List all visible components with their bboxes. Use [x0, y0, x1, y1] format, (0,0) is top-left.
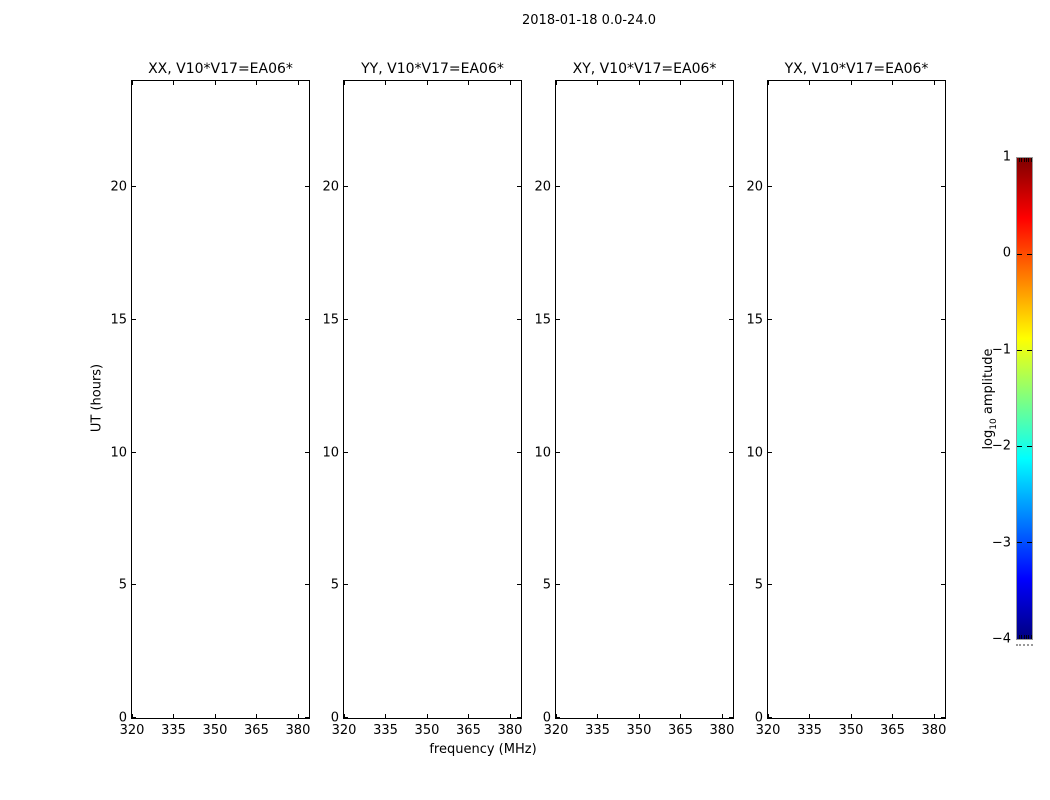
x-tick-mark	[344, 81, 345, 85]
x-tick-label: 320	[331, 723, 357, 738]
y-tick-mark	[768, 717, 772, 718]
x-tick-mark	[510, 81, 511, 85]
subplot-title-yy: YY, V10*V17=EA06*	[361, 61, 504, 77]
y-tick-mark	[941, 717, 945, 718]
x-tick-mark	[892, 81, 893, 85]
y-tick-mark	[305, 186, 309, 187]
y-tick-mark	[132, 186, 136, 187]
x-tick-mark	[639, 81, 640, 85]
x-tick-mark	[680, 714, 681, 718]
x-tick-mark	[892, 714, 893, 718]
x-tick-mark	[851, 714, 852, 718]
x-tick-mark	[468, 81, 469, 85]
colorbar-end-dots	[1016, 644, 1033, 646]
y-tick-label: 20	[110, 179, 127, 195]
colorbar-tick-label: −3	[991, 535, 1011, 551]
colorbar-end-dash	[1024, 158, 1025, 162]
y-tick-label: 15	[746, 312, 763, 328]
colorbar-tick-mark	[1027, 542, 1032, 543]
y-tick-mark	[941, 319, 945, 320]
y-tick-label: 0	[118, 710, 127, 726]
y-tick-mark	[132, 584, 136, 585]
y-tick-mark	[132, 452, 136, 453]
x-tick-label: 350	[626, 723, 652, 738]
colorbar-label-suffix: amplitude	[981, 348, 997, 419]
y-tick-label: 5	[118, 577, 127, 593]
x-tick-mark	[556, 81, 557, 85]
x-tick-label: 365	[244, 723, 269, 738]
colorbar-label	[981, 348, 999, 449]
colorbar-tick-mark	[1017, 350, 1022, 351]
x-tick-mark	[768, 81, 769, 85]
subplot-title-xy: XY, V10*V17=EA06*	[572, 61, 717, 77]
x-tick-mark	[934, 714, 935, 718]
subplot-title-xx: XX, V10*V17=EA06*	[148, 61, 293, 77]
colorbar-end-dash	[1021, 635, 1022, 639]
x-tick-mark	[215, 714, 216, 718]
colorbar-end-dash	[1026, 635, 1027, 639]
y-tick-mark	[305, 319, 309, 320]
y-tick-label: 20	[746, 179, 763, 195]
y-tick-mark	[729, 584, 733, 585]
y-tick-label: 15	[110, 312, 127, 328]
colorbar-tick-mark	[1027, 446, 1032, 447]
y-tick-label: 0	[542, 710, 551, 726]
colorbar-label-prefix: log	[981, 429, 997, 450]
x-tick-label: 350	[838, 723, 864, 738]
x-tick-label: 365	[880, 723, 905, 738]
colorbar-end-dash	[1028, 158, 1029, 162]
y-tick-mark	[517, 717, 521, 718]
colorbar-tick-mark	[1017, 446, 1022, 447]
y-axis-label: UT (hours)	[89, 363, 105, 433]
y-tick-mark	[729, 186, 733, 187]
y-tick-mark	[556, 717, 560, 718]
y-tick-label: 5	[754, 577, 763, 593]
x-tick-label: 320	[119, 723, 145, 738]
x-tick-label: 380	[285, 723, 311, 738]
y-tick-mark	[517, 452, 521, 453]
y-tick-mark	[768, 186, 772, 187]
y-tick-label: 5	[330, 577, 339, 593]
y-tick-mark	[556, 186, 560, 187]
x-tick-mark	[851, 81, 852, 85]
y-tick-mark	[132, 717, 136, 718]
x-tick-mark	[298, 81, 299, 85]
y-tick-mark	[517, 319, 521, 320]
y-tick-mark	[729, 717, 733, 718]
x-tick-mark	[298, 714, 299, 718]
x-tick-label: 380	[921, 723, 947, 738]
x-tick-mark	[468, 714, 469, 718]
colorbar-end-dash	[1019, 158, 1020, 162]
y-tick-mark	[517, 186, 521, 187]
subplot-xx	[110, 61, 311, 738]
x-tick-mark	[173, 81, 174, 85]
y-tick-mark	[344, 319, 348, 320]
colorbar-end-dash	[1026, 158, 1027, 162]
x-tick-mark	[427, 714, 428, 718]
x-tick-label: 320	[543, 723, 569, 738]
x-tick-mark	[427, 81, 428, 85]
x-tick-mark	[510, 714, 511, 718]
x-tick-label: 350	[202, 723, 228, 738]
colorbar-label-subscript: 10	[988, 418, 999, 430]
x-tick-label: 380	[709, 723, 735, 738]
colorbar-end-dash	[1024, 635, 1025, 639]
y-tick-mark	[768, 452, 772, 453]
x-tick-mark	[680, 81, 681, 85]
y-tick-mark	[344, 717, 348, 718]
figure-title: 2018-01-18 0.0-24.0	[522, 13, 656, 28]
x-tick-mark	[809, 81, 810, 85]
x-tick-mark	[173, 714, 174, 718]
y-tick-label: 0	[330, 710, 339, 726]
y-tick-label: 10	[534, 445, 551, 461]
x-tick-mark	[809, 714, 810, 718]
y-tick-mark	[556, 452, 560, 453]
colorbar-tick-mark	[1027, 254, 1032, 255]
subplot-yx	[746, 61, 947, 738]
colorbar-tick-label: 0	[1002, 245, 1011, 261]
y-tick-label: 0	[754, 710, 763, 726]
x-tick-label: 380	[497, 723, 523, 738]
y-tick-mark	[941, 584, 945, 585]
colorbar-tick-mark	[1017, 254, 1022, 255]
x-tick-mark	[256, 81, 257, 85]
x-tick-mark	[385, 81, 386, 85]
subplot-title-yx: YX, V10*V17=EA06*	[784, 61, 929, 77]
x-tick-mark	[256, 714, 257, 718]
y-tick-mark	[941, 452, 945, 453]
y-tick-mark	[344, 584, 348, 585]
y-tick-mark	[305, 717, 309, 718]
y-tick-label: 20	[534, 179, 551, 195]
x-tick-label: 335	[585, 723, 610, 738]
y-tick-mark	[768, 584, 772, 585]
y-tick-mark	[729, 452, 733, 453]
x-tick-label: 335	[373, 723, 398, 738]
x-tick-mark	[215, 81, 216, 85]
colorbar-tick-label: −4	[991, 631, 1011, 647]
colorbar-end-dash	[1028, 635, 1029, 639]
x-axis-label: frequency (MHz)	[429, 742, 537, 757]
colorbar	[1016, 157, 1033, 640]
colorbar-tick-label: −1	[991, 342, 1011, 358]
y-tick-mark	[941, 186, 945, 187]
x-tick-label: 320	[755, 723, 781, 738]
y-tick-label: 5	[542, 577, 551, 593]
x-tick-mark	[597, 714, 598, 718]
subplot-yy	[322, 61, 523, 738]
y-tick-mark	[344, 186, 348, 187]
x-tick-label: 335	[797, 723, 822, 738]
colorbar-tick-mark	[1027, 350, 1032, 351]
y-tick-label: 20	[322, 179, 339, 195]
x-tick-label: 365	[668, 723, 693, 738]
y-tick-mark	[305, 584, 309, 585]
x-tick-mark	[132, 81, 133, 85]
x-tick-mark	[639, 714, 640, 718]
x-tick-label: 365	[456, 723, 481, 738]
colorbar-end-dash	[1031, 635, 1032, 639]
x-tick-label: 350	[414, 723, 440, 738]
y-tick-mark	[132, 319, 136, 320]
y-tick-mark	[344, 452, 348, 453]
x-tick-mark	[597, 81, 598, 85]
colorbar-end-dash	[1031, 158, 1032, 162]
colorbar-tick-mark	[1017, 542, 1022, 543]
y-tick-label: 10	[110, 445, 127, 461]
x-tick-mark	[385, 714, 386, 718]
subplot-xy	[534, 61, 735, 738]
y-tick-mark	[305, 452, 309, 453]
y-tick-mark	[517, 584, 521, 585]
x-tick-label: 335	[161, 723, 186, 738]
y-tick-label: 10	[746, 445, 763, 461]
y-tick-mark	[729, 319, 733, 320]
x-tick-mark	[722, 81, 723, 85]
x-tick-mark	[722, 714, 723, 718]
colorbar-end-dash	[1019, 635, 1020, 639]
y-tick-mark	[768, 319, 772, 320]
y-tick-label: 10	[322, 445, 339, 461]
colorbar-tick-label: 1	[1002, 149, 1011, 165]
y-tick-mark	[556, 584, 560, 585]
y-tick-mark	[556, 319, 560, 320]
colorbar-end-dash	[1021, 158, 1022, 162]
x-tick-mark	[934, 81, 935, 85]
y-tick-label: 15	[534, 312, 551, 328]
y-tick-label: 15	[322, 312, 339, 328]
colorbar-tick-label: −2	[991, 438, 1011, 454]
